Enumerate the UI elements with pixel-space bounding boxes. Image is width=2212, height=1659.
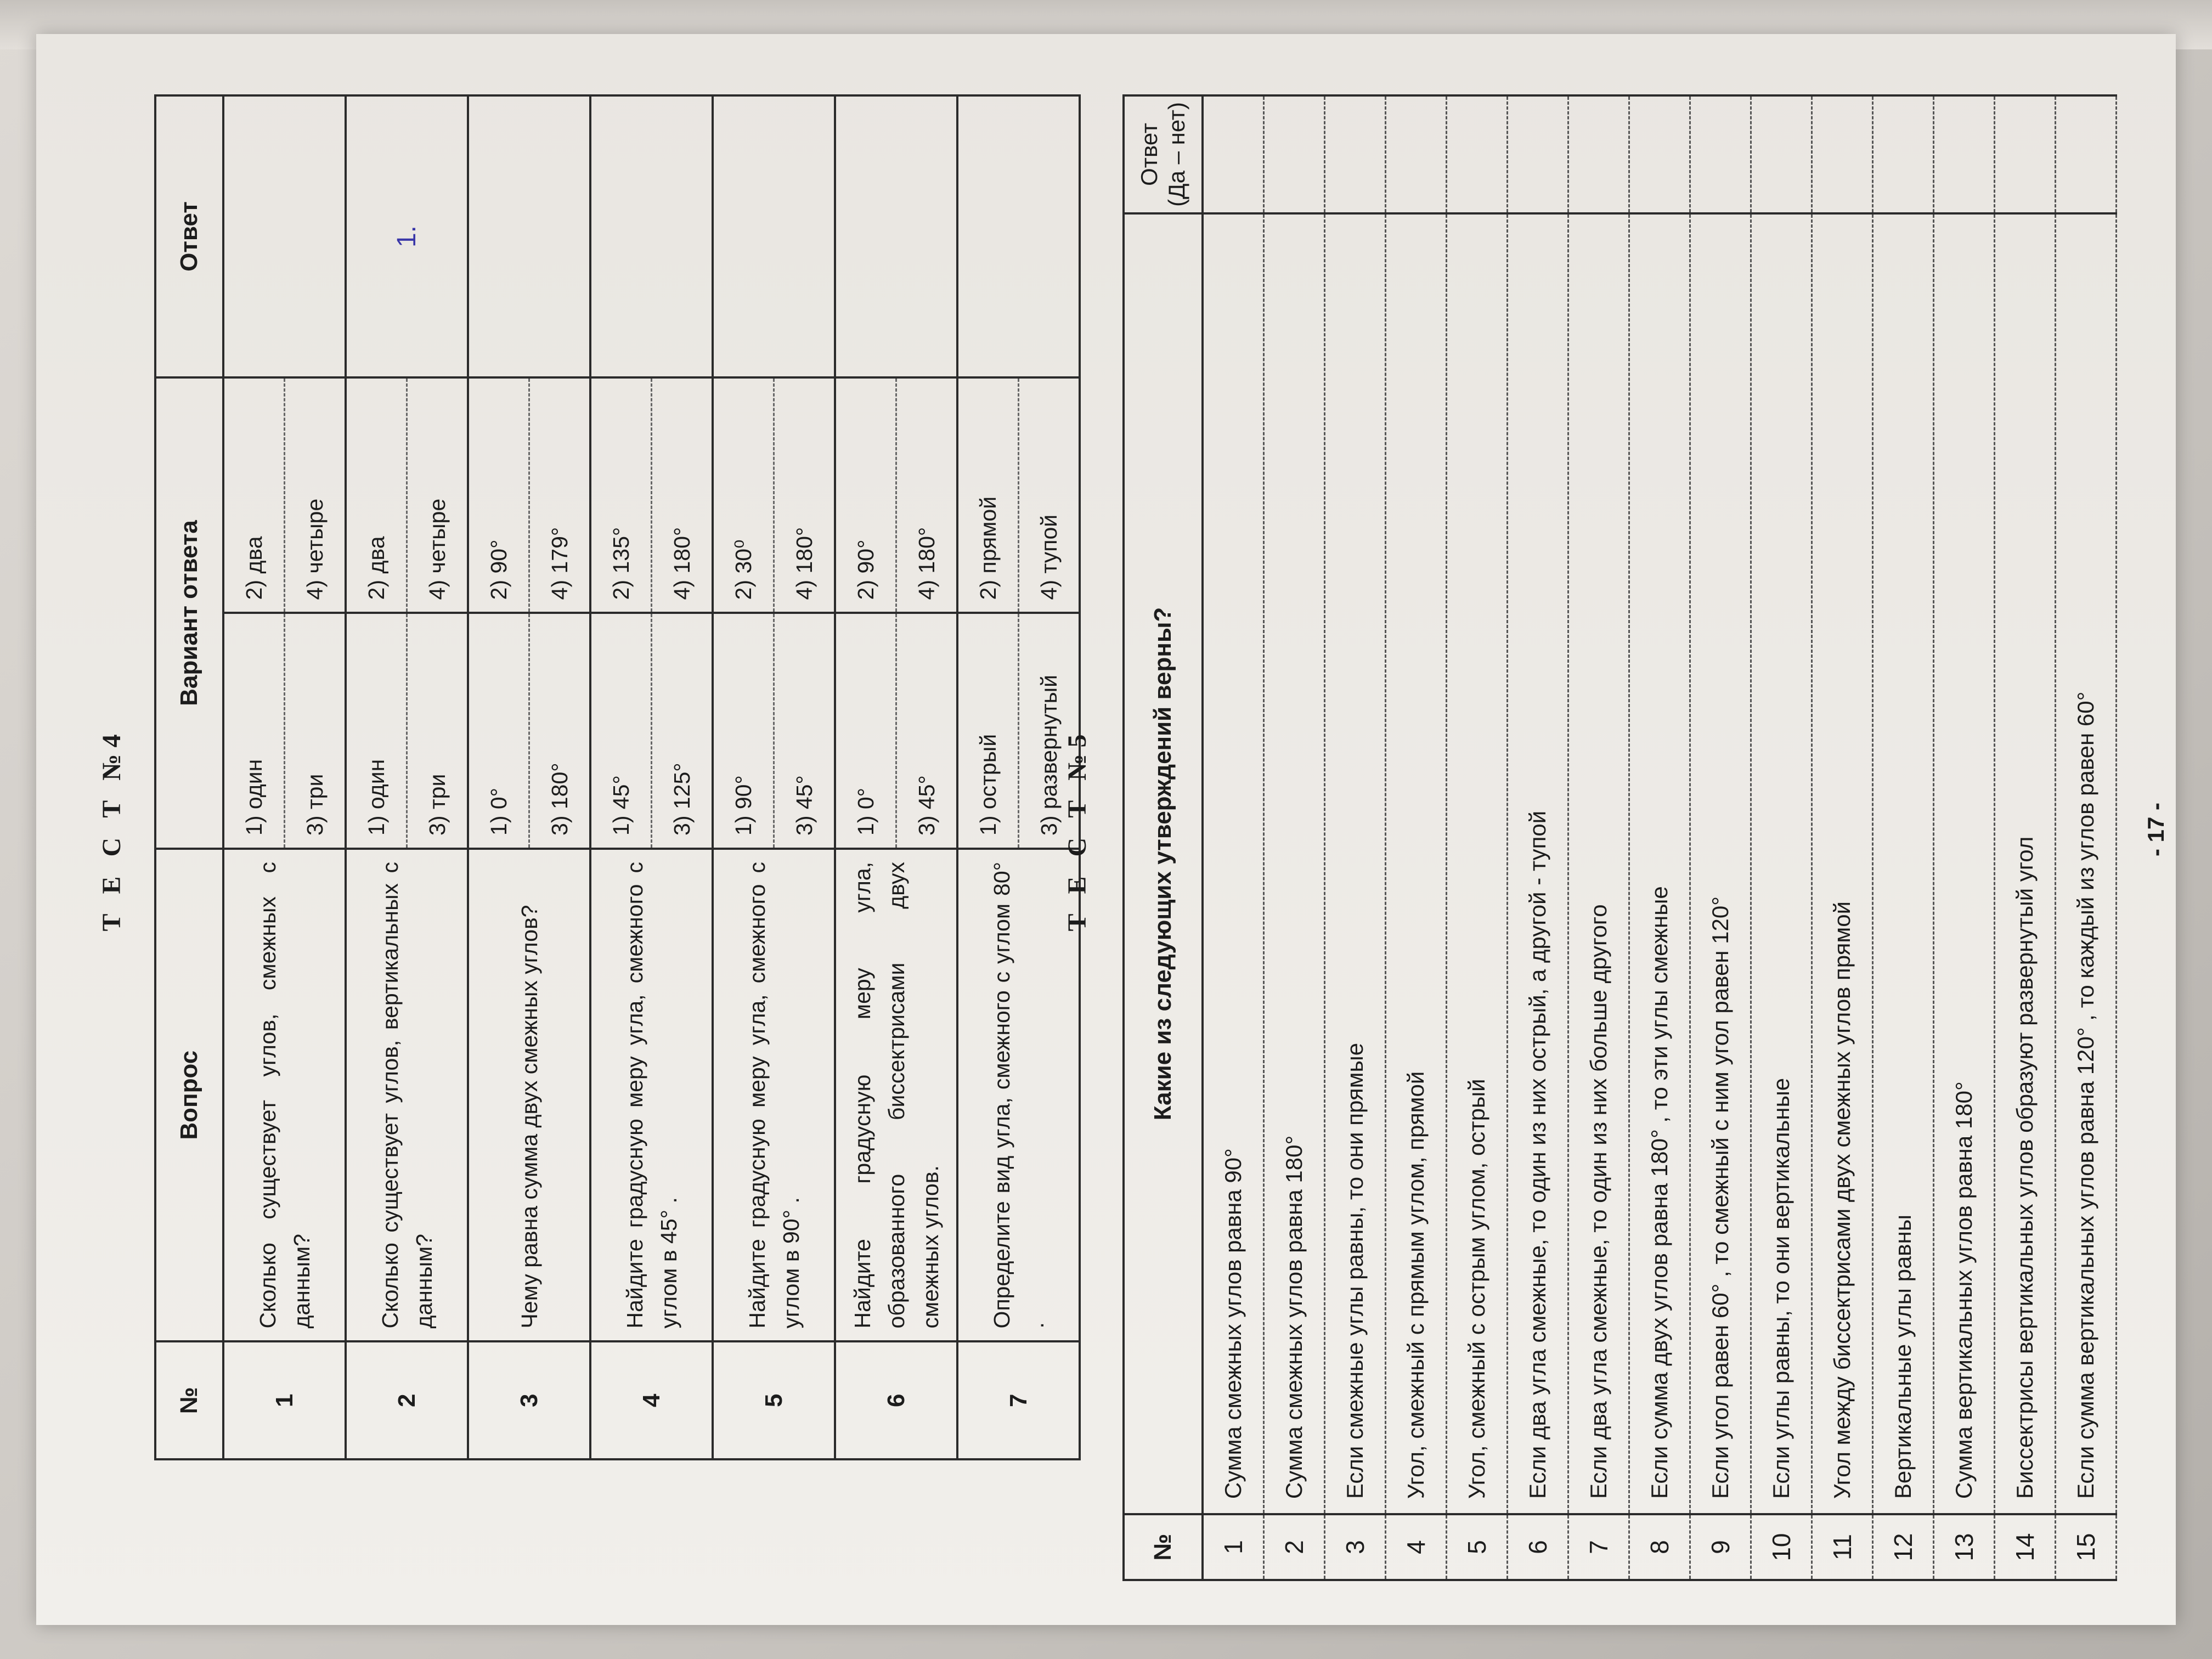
test5-row-statement: Биссектрисы вертикальных углов образуют развернутый угол bbox=[1995, 213, 2056, 1514]
test4-option: 4) 180° bbox=[774, 377, 836, 613]
test4-row-question: Чему равна сумма двух смежных углов? bbox=[468, 849, 590, 1341]
test5-row bbox=[1690, 95, 1751, 1580]
test5-row-statement: Угол, смежный с острым углом, острый bbox=[1447, 213, 1508, 1514]
test5-row bbox=[1629, 95, 1690, 1580]
test4-row-question: Найдите градусную меру угла, смежного с углом в 45° . bbox=[590, 849, 713, 1341]
test5-row-statement: Если два угла смежные, то один из них острый, а другой - тупой bbox=[1508, 213, 1568, 1514]
test5-answer-cell[interactable] bbox=[1934, 95, 1995, 213]
test4-option: 3) три bbox=[407, 613, 469, 849]
test5-header-answer-line1: Ответ bbox=[1136, 122, 1162, 186]
test5-row-statement: Вертикальные углы равны bbox=[1873, 213, 1934, 1514]
test4-title: Т Е С Т №4 bbox=[97, 727, 126, 932]
test4-header-answer: Ответ bbox=[155, 95, 223, 377]
test5-row-statement: Сумма вертикальных углов равна 180° bbox=[1934, 213, 1995, 1514]
test5-answer-cell[interactable] bbox=[1995, 95, 2056, 213]
test4-option: 4) 180° bbox=[896, 377, 958, 613]
test4-option: 2) 30⁰ bbox=[713, 377, 774, 613]
test5-row-statement: Если два угла смежные, то один из них больше другого bbox=[1568, 213, 1629, 1514]
test5-header-answer-line2: (Да – нет) bbox=[1164, 101, 1189, 207]
test5-row-num: 15 bbox=[2056, 1514, 2117, 1580]
test5-row bbox=[1812, 95, 1873, 1580]
test5-row-statement: Сумма смежных углов равна 90° bbox=[1203, 213, 1264, 1514]
test4-row-question: Сколько существует углов, вертикальных с данным? bbox=[346, 849, 468, 1341]
test4-row bbox=[590, 95, 652, 1459]
test5-row bbox=[1751, 95, 1812, 1580]
test5-row bbox=[1568, 95, 1629, 1580]
test4-option: 1) один bbox=[346, 613, 407, 849]
test4-answer-cell[interactable]: 1. bbox=[346, 95, 468, 377]
test5-row-statement: Если угол равен 60° , то смежный с ним угол равен 120° bbox=[1690, 213, 1751, 1514]
test5-row-num: 10 bbox=[1751, 1514, 1812, 1580]
test4-answer-cell[interactable] bbox=[957, 95, 1080, 377]
test4-option: 3) 125° bbox=[652, 613, 713, 849]
test4-row bbox=[223, 95, 285, 1459]
test5-row bbox=[1995, 95, 2056, 1580]
test5-answer-cell[interactable] bbox=[1568, 95, 1629, 213]
test5-row-num: 11 bbox=[1812, 1514, 1873, 1580]
test4-option: 3) три bbox=[285, 613, 346, 849]
test5-answer-cell[interactable] bbox=[1264, 95, 1325, 213]
test5-answer-cell[interactable] bbox=[1386, 95, 1447, 213]
test5-row-num: 4 bbox=[1386, 1514, 1447, 1580]
test5-row bbox=[1873, 95, 1934, 1580]
test4-option: 3) развернутый bbox=[1019, 613, 1080, 849]
test4-header-num: № bbox=[155, 1341, 223, 1459]
test4-row-num: 3 bbox=[468, 1341, 590, 1459]
test4-option: 1) один bbox=[223, 613, 285, 849]
test5-header-answer bbox=[1124, 95, 1203, 213]
test5-row-num: 3 bbox=[1325, 1514, 1386, 1580]
test4-option: 4) тупой bbox=[1019, 377, 1080, 613]
test4-option: 1) 0° bbox=[468, 613, 529, 849]
test5-row-statement: Если смежные углы равны, то они прямые bbox=[1325, 213, 1386, 1514]
test4-row-num: 5 bbox=[713, 1341, 835, 1459]
test4-row-num: 2 bbox=[346, 1341, 468, 1459]
test4-row bbox=[835, 95, 896, 1459]
test4-option: 1) 90° bbox=[713, 613, 774, 849]
test4-option: 2) 90° bbox=[468, 377, 529, 613]
test5-row-num: 2 bbox=[1264, 1514, 1325, 1580]
test5-row-num: 12 bbox=[1873, 1514, 1934, 1580]
test5-row-num: 13 bbox=[1934, 1514, 1995, 1580]
page-number: - 17 - bbox=[2143, 802, 2169, 857]
test5-header-row bbox=[1124, 95, 1203, 1580]
test4-option: 3) 45° bbox=[896, 613, 958, 849]
test4-option: 4) четыре bbox=[285, 377, 346, 613]
test4-row bbox=[346, 95, 407, 1459]
test4-answer-cell[interactable] bbox=[713, 95, 835, 377]
test5-row bbox=[1447, 95, 1508, 1580]
test5-row-num: 5 bbox=[1447, 1514, 1508, 1580]
test5-row-num: 14 bbox=[1995, 1514, 2056, 1580]
test4-row-num: 7 bbox=[957, 1341, 1080, 1459]
test5-answer-cell[interactable] bbox=[1812, 95, 1873, 213]
test5-row-num: 8 bbox=[1629, 1514, 1690, 1580]
test5-answer-cell[interactable] bbox=[1508, 95, 1568, 213]
test5-row-statement: Если сумма вертикальных углов равна 120° , то каждый из углов равен 60° bbox=[2056, 213, 2117, 1514]
test4-option: 3) 180° bbox=[529, 613, 591, 849]
test5-answer-cell[interactable] bbox=[1203, 95, 1264, 213]
test4-option: 3) 45° bbox=[774, 613, 836, 849]
test5-row-num: 1 bbox=[1203, 1514, 1264, 1580]
test5-answer-cell[interactable] bbox=[1873, 95, 1934, 213]
test5-answer-cell[interactable] bbox=[1325, 95, 1386, 213]
test5-row-num: 6 bbox=[1508, 1514, 1568, 1580]
test4-row-num: 1 bbox=[223, 1341, 346, 1459]
test4-option: 2) 135° bbox=[590, 377, 652, 613]
test5-title: Т Е С Т №5 bbox=[1063, 727, 1092, 932]
test4-row-question: Найдите градусную меру угла, смежного с углом в 90° . bbox=[713, 849, 835, 1341]
test4-header-row bbox=[155, 95, 223, 1459]
test4-option: 4) четыре bbox=[407, 377, 469, 613]
test5-row bbox=[1934, 95, 1995, 1580]
test5-answer-cell[interactable] bbox=[1690, 95, 1751, 213]
test4-header-question: Вопрос bbox=[155, 849, 223, 1341]
test5-row bbox=[1264, 95, 1325, 1580]
test5-table bbox=[1122, 94, 2117, 1581]
test5-row bbox=[1203, 95, 1264, 1580]
test4-option: 4) 180° bbox=[652, 377, 713, 613]
test4-option: 2) два bbox=[346, 377, 407, 613]
test5-row bbox=[1325, 95, 1386, 1580]
test5-answer-cell[interactable] bbox=[1447, 95, 1508, 213]
test4-answer-cell[interactable] bbox=[835, 95, 957, 377]
test5-row bbox=[1508, 95, 1568, 1580]
test5-answer-cell[interactable] bbox=[1751, 95, 1812, 213]
test4-row-question: Определите вид угла, смежного с углом 80° . bbox=[957, 849, 1080, 1341]
test4-answer-cell[interactable] bbox=[223, 95, 346, 377]
test5-row-statement: Угол, смежный с прямым углом, прямой bbox=[1386, 213, 1447, 1514]
test5-answer-cell[interactable] bbox=[1629, 95, 1690, 213]
test5-row-statement: Угол между биссектрисами двух смежных углов прямой bbox=[1812, 213, 1873, 1514]
test4-row bbox=[468, 95, 529, 1459]
test4-option: 1) 45° bbox=[590, 613, 652, 849]
test5-header-num: № bbox=[1124, 1514, 1203, 1580]
test4-row-question: Сколько существует углов, смежных с данным? bbox=[223, 849, 346, 1341]
test4-header-variant: Вариант ответа bbox=[155, 377, 223, 849]
book-page bbox=[36, 34, 2176, 1625]
test4-table bbox=[154, 94, 1081, 1460]
test5-row-statement: Если сумма двух углов равна 180° , то эти углы смежные bbox=[1629, 213, 1690, 1514]
test5-row-statement: Если углы равны, то они вертикальные bbox=[1751, 213, 1812, 1514]
test4-row-question: Найдите градусную меру угла, образованного биссектрисами двух смежных углов. bbox=[835, 849, 957, 1341]
test4-row-num: 4 bbox=[590, 1341, 713, 1459]
test4-answer-cell[interactable] bbox=[468, 95, 590, 377]
test5-row-num: 9 bbox=[1690, 1514, 1751, 1580]
test5-row bbox=[2056, 95, 2117, 1580]
test4-answer-cell[interactable] bbox=[590, 95, 713, 377]
test5-row-statement: Сумма смежных углов равна 180° bbox=[1264, 213, 1325, 1514]
test4-row bbox=[713, 95, 774, 1459]
test4-option: 1) острый bbox=[957, 613, 1019, 849]
test4-option: 2) прямой bbox=[957, 377, 1019, 613]
test5-answer-cell[interactable] bbox=[2056, 95, 2117, 213]
test4-row bbox=[957, 95, 1019, 1459]
test5-header-question: Какие из следующих утверждений верны? bbox=[1124, 213, 1203, 1514]
test4-option: 4) 179° bbox=[529, 377, 591, 613]
test5-row-num: 7 bbox=[1568, 1514, 1629, 1580]
test4-option: 2) 90° bbox=[835, 377, 896, 613]
test4-option: 1) 0° bbox=[835, 613, 896, 849]
test4-row-num: 6 bbox=[835, 1341, 957, 1459]
test5-row bbox=[1386, 95, 1447, 1580]
test4-option: 2) два bbox=[223, 377, 285, 613]
